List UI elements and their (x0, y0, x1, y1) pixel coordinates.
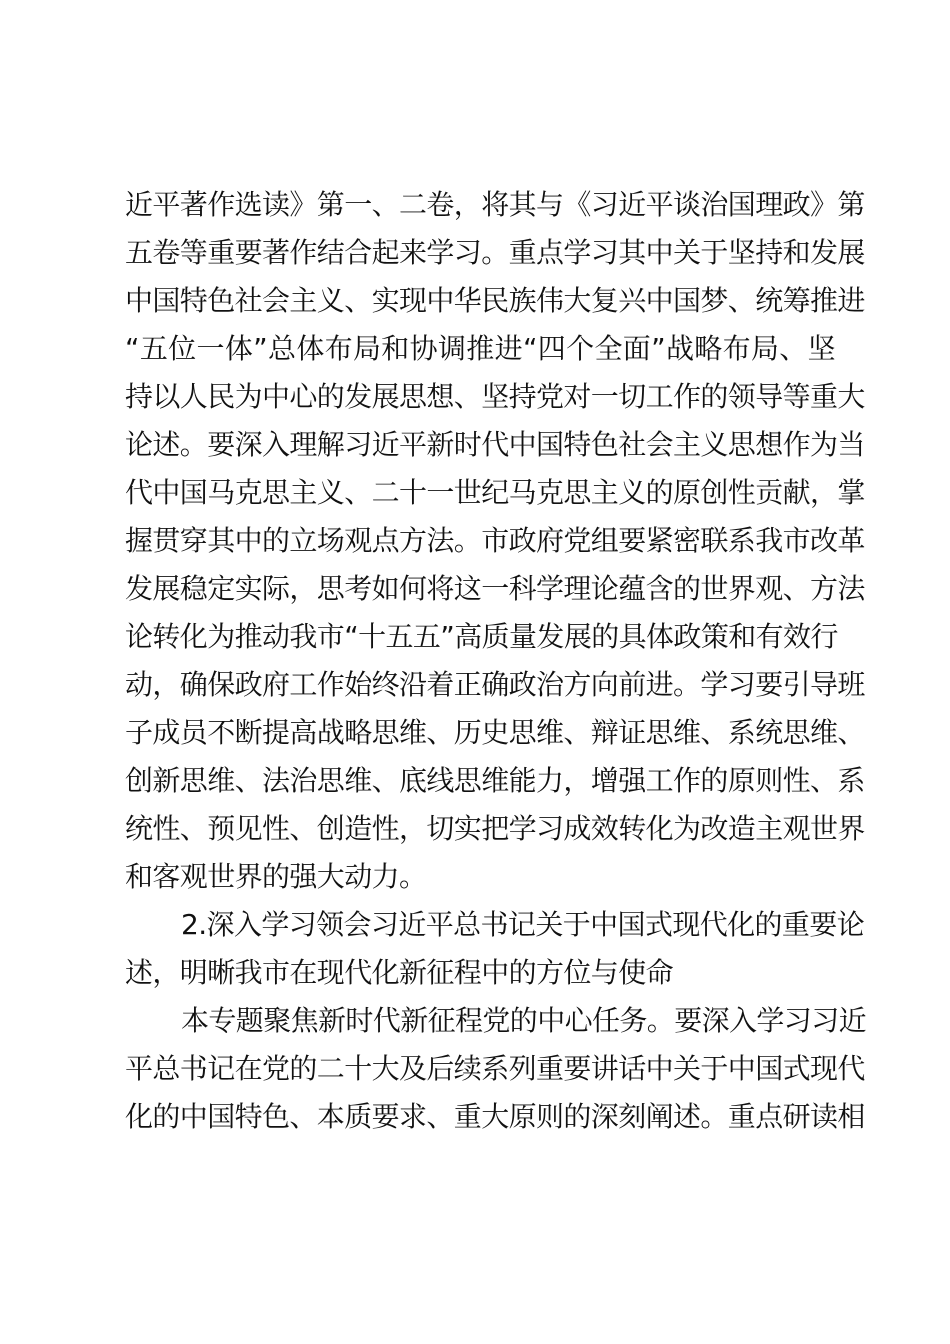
text-line: 发展稳定实际，思考如何将这一科学理论蕴含的世界观、方法 (125, 572, 865, 605)
text-line: 持以人民为中心的发展思想、坚持党对一切工作的领导等重大 (125, 380, 865, 413)
text-line: 动，确保政府工作始终沿着正确政治方向前进。学习要引导班 (125, 668, 865, 701)
text-line: 论转化为推动我市“十五五”高质量发展的具体政策和有效行 (125, 620, 838, 653)
text-line: 本专题聚焦新时代新征程党的中心任务。要深入学习习近 (181, 1004, 867, 1037)
text-line: 统性、预见性、创造性，切实把学习成效转化为改造主观世界 (125, 812, 865, 845)
heading-line: 述，明晰我市在现代化新征程中的方位与使命 (125, 956, 674, 989)
document-body (125, 181, 867, 1141)
text-line: 近平著作选读》第一、二卷，将其与《习近平谈治国理政》第 (125, 188, 865, 221)
heading-line: 2.深入学习领会习近平总书记关于中国式现代化的重要论 (181, 908, 865, 941)
text-line: 子成员不断提高战略思维、历史思维、辩证思维、系统思维、 (125, 716, 865, 749)
section-heading-modernization (125, 901, 865, 997)
text-line: 平总书记在党的二十大及后续系列重要讲话中关于中国式现代 (125, 1052, 865, 1085)
text-line: 和客观世界的强大动力。 (125, 860, 427, 893)
text-line: 创新思维、法治思维、底线思维能力，增强工作的原则性、系 (125, 764, 865, 797)
text-line: 五卷等重要著作结合起来学习。重点学习其中关于坚持和发展 (125, 236, 865, 269)
text-line: 化的中国特色、本质要求、重大原则的深刻阐述。重点研读相 (125, 1100, 865, 1133)
paragraph-modernization-focus (125, 997, 867, 1141)
text-line: 握贯穿其中的立场观点方法。市政府党组要紧密联系我市改革 (125, 524, 865, 557)
text-line: 代中国马克思主义、二十一世纪马克思主义的原创性贡献，掌 (125, 476, 865, 509)
paragraph-study-works (125, 181, 865, 901)
text-line: 论述。要深入理解习近平新时代中国特色社会主义思想作为当 (125, 428, 865, 461)
text-line: 中国特色社会主义、实现中华民族伟大复兴中国梦、统筹推进 (125, 284, 865, 317)
text-line: “五位一体”总体布局和协调推进“四个全面”战略布局、坚 (125, 332, 835, 365)
